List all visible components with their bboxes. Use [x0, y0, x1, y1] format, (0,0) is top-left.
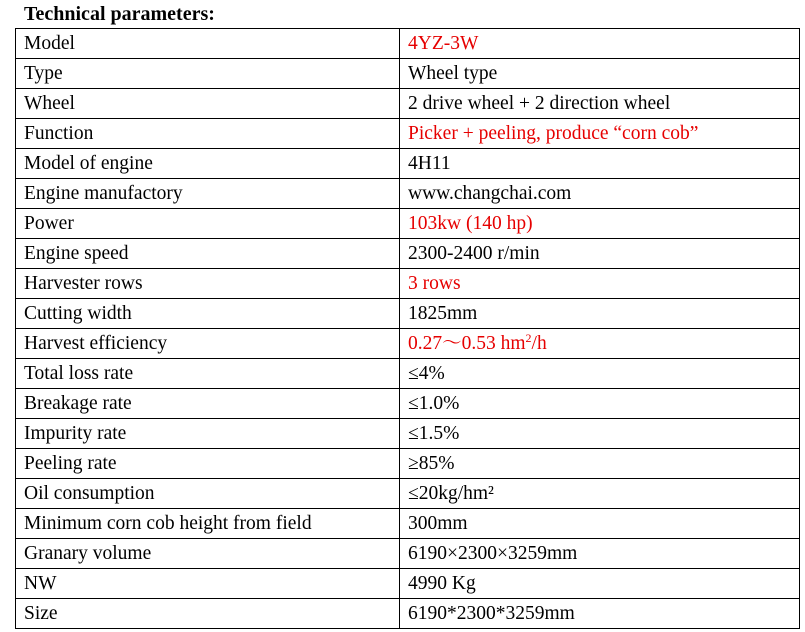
parameter-value: 3 rows — [400, 269, 800, 299]
value-unit-suffix: /h — [531, 333, 547, 354]
parameter-label: Impurity rate — [16, 419, 400, 449]
parameter-value: ≤1.0% — [400, 389, 800, 419]
parameter-label: Wheel — [16, 89, 400, 119]
table-body — [16, 29, 800, 629]
parameter-label: Engine manufactory — [16, 179, 400, 209]
table-row — [16, 599, 800, 629]
parameter-label: Power — [16, 209, 400, 239]
parameter-label: Model — [16, 29, 400, 59]
table-row — [16, 419, 800, 449]
table-row — [16, 569, 800, 599]
table-row — [16, 359, 800, 389]
parameter-value: 2300-2400 r/min — [400, 239, 800, 269]
parameter-label: NW — [16, 569, 400, 599]
table-row — [16, 449, 800, 479]
table-row — [16, 239, 800, 269]
value-superscript: 2 — [525, 331, 532, 345]
table-row — [16, 149, 800, 179]
parameter-value: www.changchai.com — [400, 179, 800, 209]
parameter-value: 6190*2300*3259mm — [400, 599, 800, 629]
table-row — [16, 209, 800, 239]
parameter-value: 6190×2300×3259mm — [400, 539, 800, 569]
parameter-value: 4990 Kg — [400, 569, 800, 599]
parameter-value: 1825mm — [400, 299, 800, 329]
table-row — [16, 59, 800, 89]
parameter-label: Breakage rate — [16, 389, 400, 419]
technical-parameters-table — [15, 28, 800, 629]
parameter-label: Type — [16, 59, 400, 89]
table-row — [16, 269, 800, 299]
parameter-label: Granary volume — [16, 539, 400, 569]
parameter-value: 300mm — [400, 509, 800, 539]
table-row — [16, 509, 800, 539]
parameter-value: 4H11 — [400, 149, 800, 179]
parameter-value: ≥85% — [400, 449, 800, 479]
table-row — [16, 119, 800, 149]
parameter-label: Harvester rows — [16, 269, 400, 299]
table-row — [16, 89, 800, 119]
table-row — [16, 299, 800, 329]
parameter-label: Harvest efficiency — [16, 329, 400, 359]
parameter-value: Wheel type — [400, 59, 800, 89]
parameter-value: ≤1.5% — [400, 419, 800, 449]
table-row — [16, 179, 800, 209]
table-row — [16, 329, 800, 359]
parameter-value — [400, 329, 800, 359]
page-title: Technical parameters: — [24, 3, 215, 25]
parameter-label: Total loss rate — [16, 359, 400, 389]
parameter-label: Peeling rate — [16, 449, 400, 479]
value-text: 0.27～0.53 hm — [408, 333, 526, 354]
table-row — [16, 539, 800, 569]
parameter-value: ≤4% — [400, 359, 800, 389]
parameter-value: 103kw (140 hp) — [400, 209, 800, 239]
parameter-value: ≤20kg/hm² — [400, 479, 800, 509]
parameter-value: 2 drive wheel + 2 direction wheel — [400, 89, 800, 119]
parameter-label: Oil consumption — [16, 479, 400, 509]
table-row — [16, 29, 800, 59]
parameter-value: 4YZ-3W — [400, 29, 800, 59]
parameter-label: Size — [16, 599, 400, 629]
table-row — [16, 479, 800, 509]
parameter-label: Minimum corn cob height from field — [16, 509, 400, 539]
parameter-value: Picker + peeling, produce “corn cob” — [400, 119, 800, 149]
parameter-label: Engine speed — [16, 239, 400, 269]
parameter-label: Function — [16, 119, 400, 149]
parameter-label: Model of engine — [16, 149, 400, 179]
parameter-label: Cutting width — [16, 299, 400, 329]
table-row — [16, 389, 800, 419]
